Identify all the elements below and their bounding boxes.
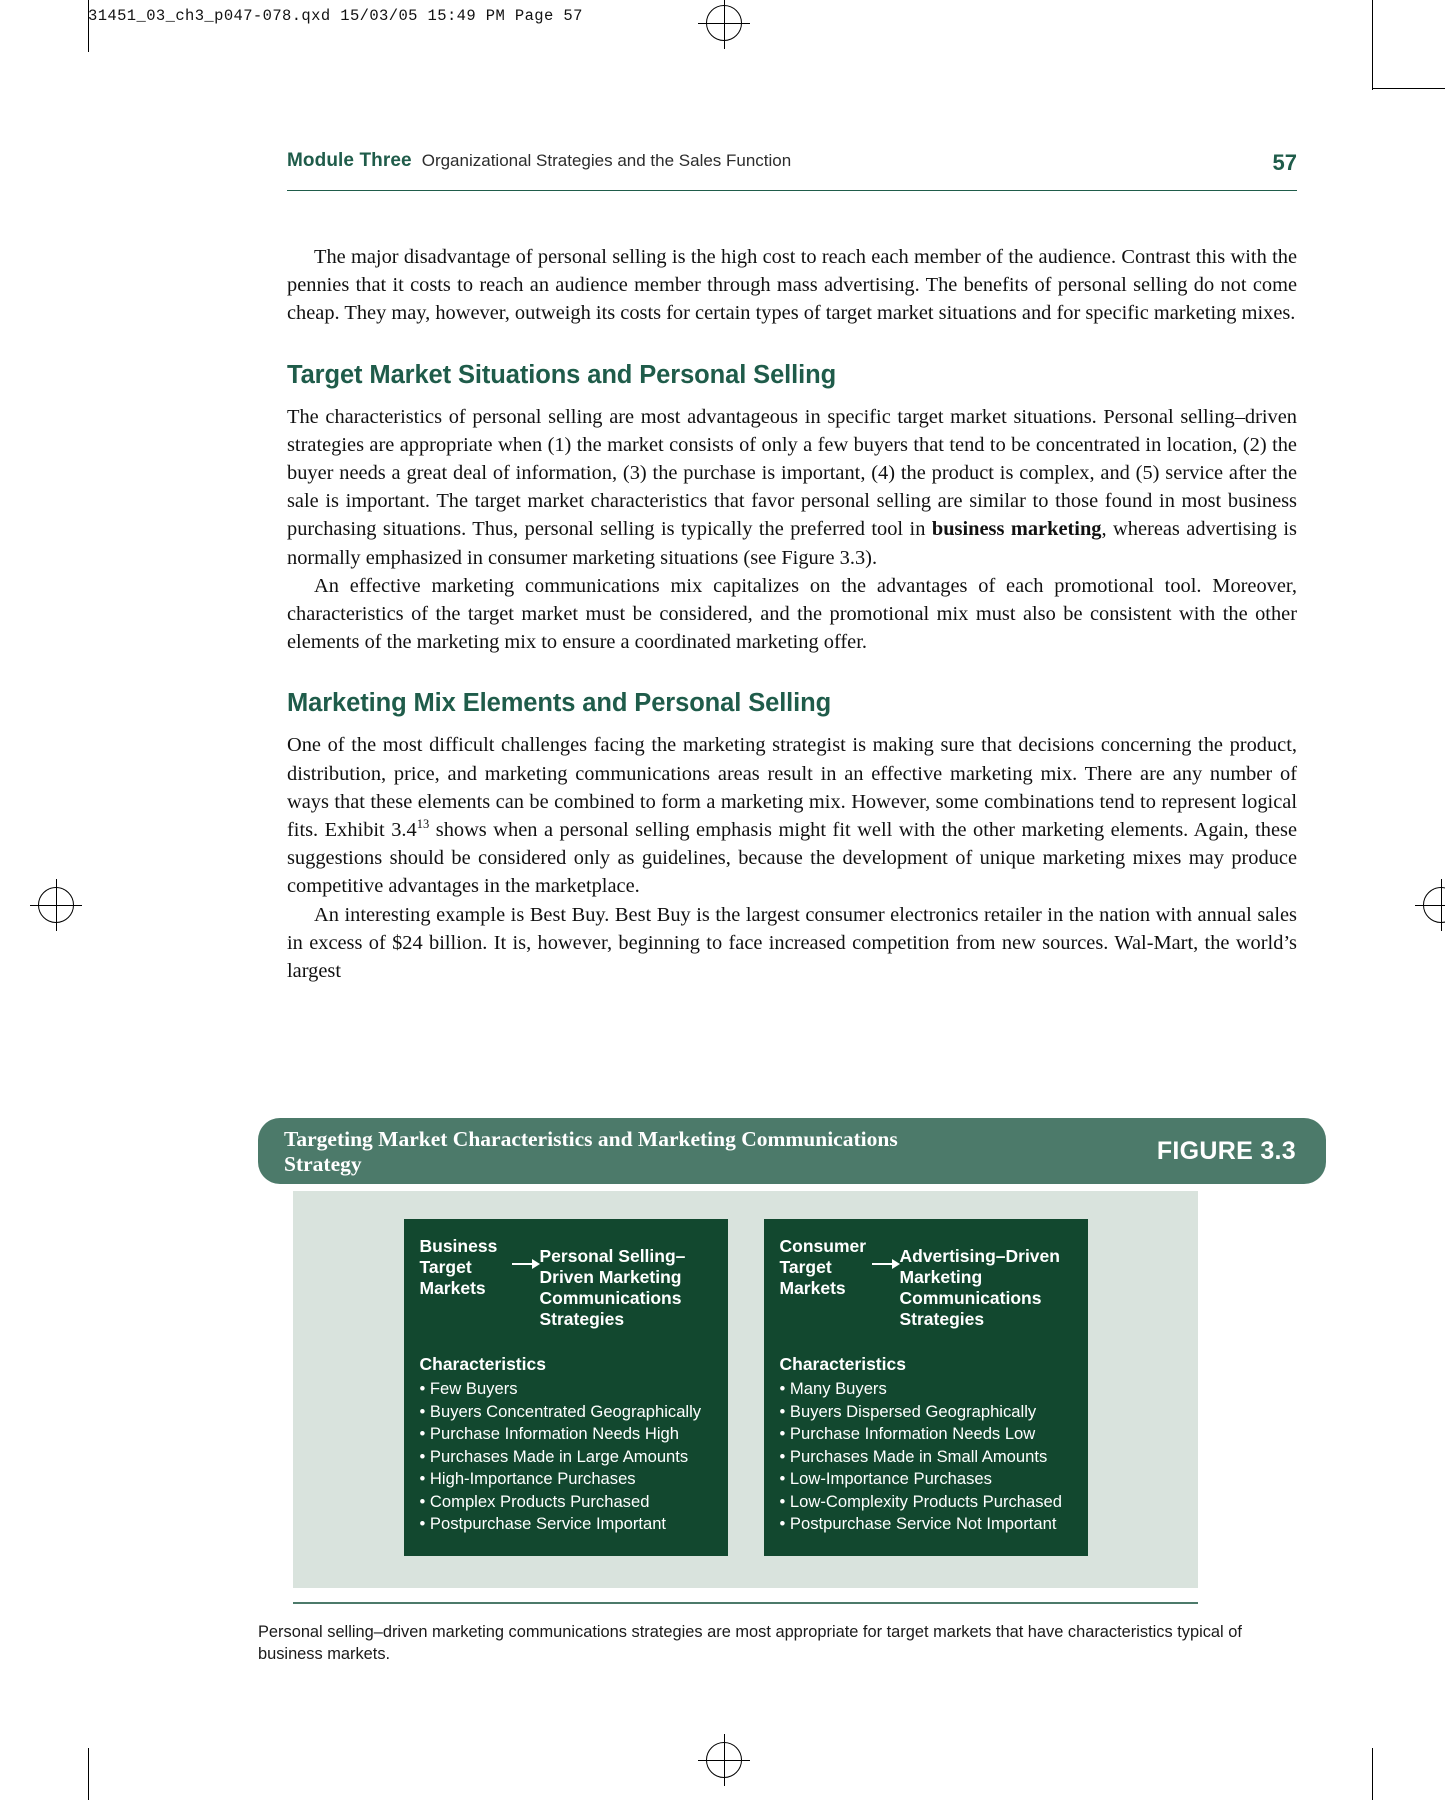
paragraph-4-part-a: One of the most difficult challenges facing the marketing strategist is making sure that decisions concerning the product, distribution, price, and marketing communications areas result in an effective marketing mix. There are any number of ways that these elements can be combined to form a marketing mix. However, some combinations tend to represent logical fits. Exhibit 3.4: [287, 734, 1297, 842]
list-item: • Postpurchase Service Not Important: [780, 1513, 1072, 1536]
paragraph-4-part-b: shows when a personal selling emphasis might fit well with the other marketing elements. Again, these suggestions should be considered only as guidelines, because the development of unique marketing mixes may produce competitive advantages in the marketplace.: [287, 819, 1297, 898]
crop-mark-top-right-horizontal: [1372, 88, 1445, 89]
figure-box-business-characteristics-title: Characteristics: [419, 1354, 546, 1374]
figure-box-consumer-left-label: Consumer Target Markets: [779, 1236, 867, 1298]
paragraph-4: [287, 731, 1297, 900]
list-item: • Purchase Information Needs Low: [780, 1423, 1072, 1446]
figure-box-consumer-list: [780, 1378, 1072, 1536]
registration-mark-right: [1423, 887, 1445, 923]
list-item: • Purchases Made in Large Amounts: [420, 1446, 712, 1469]
paragraph-5: An interesting example is Best Buy. Best Buy is the largest consumer electronics retailer in the nation with annual sales in excess of $24 billion. It is, however, beginning to face increased competition from new sources. Wal-Mart, the world’s largest: [287, 903, 1297, 983]
list-item: • Low-Importance Purchases: [780, 1468, 1072, 1491]
registration-mark-top: [706, 5, 742, 41]
paragraph-3: An effective marketing communications mix capitalizes on the advantages of each promotional tool. Moreover, characteristics of the target market must be considered, and the promotional mix must also be consistent with the other elements of the marketing mix to ensure a coordinated marketing offer.: [287, 574, 1297, 654]
paragraph-2: [287, 403, 1297, 572]
section-heading-marketing-mix: Marketing Mix Elements and Personal Selling: [287, 689, 832, 718]
figure-box-consumer-header: [780, 1236, 1072, 1330]
page-content: [287, 150, 1297, 985]
figure-title: Targeting Market Characteristics and Marketing Communications Strategy: [284, 1127, 898, 1176]
list-item: • Buyers Dispersed Geographically: [780, 1401, 1072, 1424]
term-business-marketing: business marketing: [931, 518, 1102, 541]
list-item: • Few Buyers: [420, 1378, 712, 1401]
figure-3-3: [258, 1118, 1326, 1665]
arrow-right-icon: [512, 1258, 540, 1270]
figure-label: FIGURE 3.3: [1156, 1137, 1296, 1165]
paragraph-2-part-b: , whereas advertising is normally emphasized in consumer marketing situations (see Figure 3.3).: [287, 518, 1297, 569]
list-item: • Purchase Information Needs High: [420, 1423, 712, 1446]
page-number: 57: [1272, 150, 1297, 175]
figure-box-business-left-label: Business Target Markets: [419, 1236, 498, 1298]
list-item: • Complex Products Purchased: [420, 1491, 712, 1514]
list-item: • Low-Complexity Products Purchased: [780, 1491, 1072, 1514]
running-head: [287, 150, 1297, 184]
figure-box-business: [404, 1219, 728, 1556]
figure-box-consumer: [764, 1219, 1088, 1556]
figure-box-consumer-right-label: Advertising–Driven Marketing Communications Strategies: [899, 1246, 1060, 1329]
figure-banner: [258, 1118, 1326, 1184]
registration-mark-left: [38, 887, 74, 923]
figure-box-consumer-characteristics-title: Characteristics: [779, 1354, 906, 1374]
paragraph-1: The major disadvantage of personal selling is the high cost to reach each member of the audience. Contrast this with the pennies that it costs to reach an audience member through mass advertising. The benefits of personal selling do not come cheap. They may, however, outweigh its costs for certain types of target market situations and for specific marketing mixes.: [287, 246, 1297, 325]
crop-mark-top-right-vertical: [1372, 0, 1373, 90]
running-head-subtitle: Organizational Strategies and the Sales Function: [421, 151, 792, 170]
footnote-marker-13: 13: [416, 817, 430, 832]
list-item: • Purchases Made in Small Amounts: [780, 1446, 1072, 1469]
registration-mark-bottom: [706, 1742, 742, 1778]
figure-box-business-header: [420, 1236, 712, 1330]
list-item: • High-Importance Purchases: [420, 1468, 712, 1491]
list-item: • Many Buyers: [780, 1378, 1072, 1401]
running-head-module: Module Three: [287, 150, 412, 171]
arrow-right-icon: [872, 1258, 900, 1270]
figure-bottom-rule: [293, 1602, 1198, 1604]
figure-box-business-list: [420, 1378, 712, 1536]
crop-mark-bottom-right-vertical: [1372, 1748, 1373, 1800]
print-slug: 31451_03_ch3_p047-078.qxd 15/03/05 15:49 PM Page 57: [88, 7, 583, 25]
crop-mark-bottom-left-vertical: [88, 1748, 89, 1800]
figure-box-business-right-label: Personal Selling–Driven Marketing Communications Strategies: [539, 1246, 686, 1329]
figure-body: [293, 1191, 1198, 1588]
list-item: • Postpurchase Service Important: [420, 1513, 712, 1536]
section-heading-target-market: Target Market Situations and Personal Selling: [287, 360, 837, 389]
paragraph-2-part-a: The characteristics of personal selling are most advantageous in specific target market situations. Personal selling–driven strategies are appropriate when (1) the market consists of only a few buyers that tend to be concentrated in location, (2) the buyer needs a great deal of information, (3) the purchase is important, (4) the product is complex, and (5) service after the sale is important. The target market characteristics that favor personal selling are similar to those found in most business purchasing situations. Thus, personal selling is typically the preferred tool in: [287, 405, 1297, 541]
list-item: • Buyers Concentrated Geographically: [420, 1401, 712, 1424]
figure-caption: Personal selling–driven marketing communications strategies are most appropriate for target markets that have characteristics typical of business markets.: [258, 1622, 1242, 1663]
